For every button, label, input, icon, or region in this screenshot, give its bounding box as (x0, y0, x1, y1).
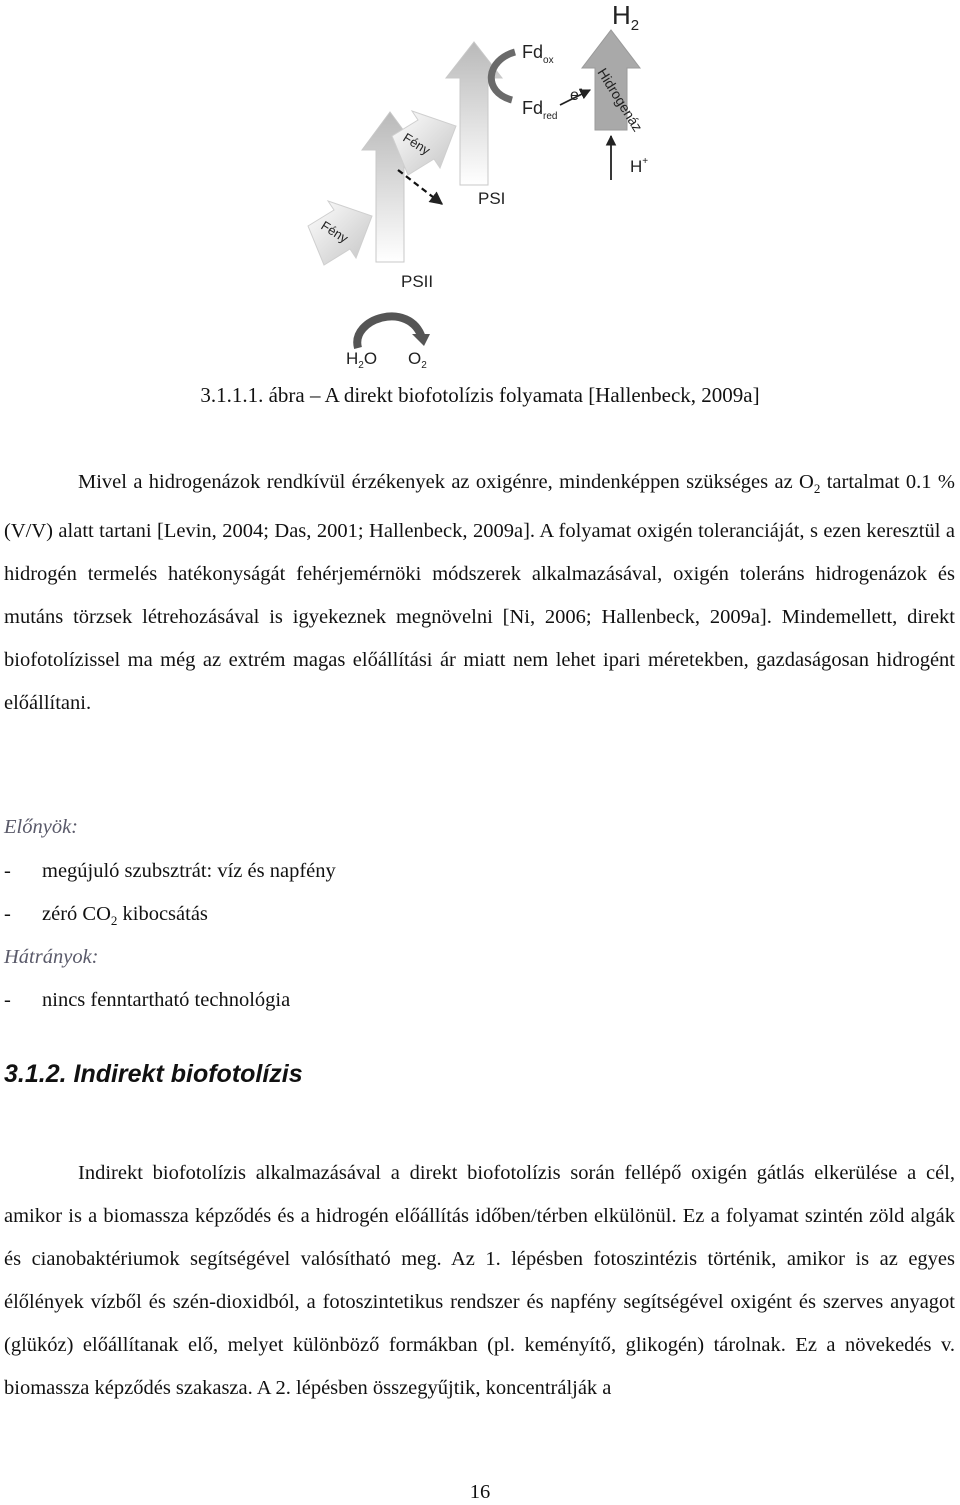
disadvantages-heading: Hátrányok: (4, 946, 99, 968)
advantage-item: - megújuló szubsztrát: víz és napfény (4, 860, 336, 882)
biophotolysis-diagram (290, 0, 670, 372)
ferredoxin-curved-arrow (491, 52, 515, 100)
fd-red-label: $Fd_{red}$ (522, 98, 558, 122)
advantages-heading: Előnyök: (4, 816, 78, 838)
fd-ox-label: $Fd_{ox}$ (522, 42, 554, 66)
section-heading: 3.1.2. Indirekt biofotolízis (4, 1060, 303, 1088)
water-label: $H_2O$ (346, 349, 378, 371)
page-number: 16 (469, 1481, 491, 1503)
psii-label: PSII (401, 272, 434, 291)
advantage-item: - zéró $CO_2$ kibocsátás (4, 903, 208, 929)
hydrogenase-label: Hidrogenáz (594, 65, 646, 135)
figure-caption: 3.1.1.1. ábra – A direkt biofotolízis folyamata [Hallenbeck, 2009a] (200, 383, 760, 407)
water-splitting-arrow (357, 316, 422, 348)
electron-transfer-dashed-arrow (398, 170, 442, 204)
electron-label: e- (570, 83, 583, 104)
psi-label: PSI (478, 189, 506, 208)
disadvantage-item: - nincs fenntartható technológia (4, 989, 291, 1011)
oxygen-label: $O_2$ (408, 349, 427, 371)
paragraph-indirect-biophotolysis: Indirekt biofotolízis alkalmazásával a direkt biofotolízis során fellépő oxigén gátlás elkerülése a cél, amikor is a biomassza képződés és a hidrogén előállítás időben/térben elkülönül. Ez a folyamat szintén zöld algák és cianobaktériumok segítségével valósítható meg. Az 1. lépésben fotoszintézis történik, amikor is az egyes élőlények vízből és szén-dioxidból, a fotoszintetikus rendszer és napfény segítségével oxigént és szerves anyagot (glükóz) előállítanak elő, melyet különböző formákban (pl. keményítő, glikogén) tárolnak. Ez a növekedés v. biomassza képződés szakasza. A 2. lépésben összegyűjtik, koncentrálják a (4, 1162, 955, 1399)
paragraph-direct-biophotolysis: Mivel a hidrogenázok rendkívül érzékenyek az oxigénre, mindenképpen szükséges az $O_2$ tartalmat 0.1 %(V/V) alatt tartani [Levin, 2004; Das, 2001; Hallenbeck, 2009a]. A folyamat oxigén toleranciáját, s ezen keresztül a hidrogén termelés hatékonyságát fehérjemérnöki módszerek alkalmazásával, oxigén toleráns hidrogenázok és mutáns törzsek létrehozásával is igyekeznek megnövelni [Ni, 2006; Hallenbeck, 2009a]. Mindemellett, direkt biofotolízissel ma még az extrém magas előállítási ár miatt nem lehet ipari méretekben, gazdaságosan hidrogént előállítani. (4, 471, 955, 715)
proton-label: H+ (630, 156, 649, 176)
h2-label: $H_2$ (612, 0, 640, 34)
light-label-psii: Fény (318, 217, 351, 246)
light-label-psi: Fény (400, 129, 433, 158)
